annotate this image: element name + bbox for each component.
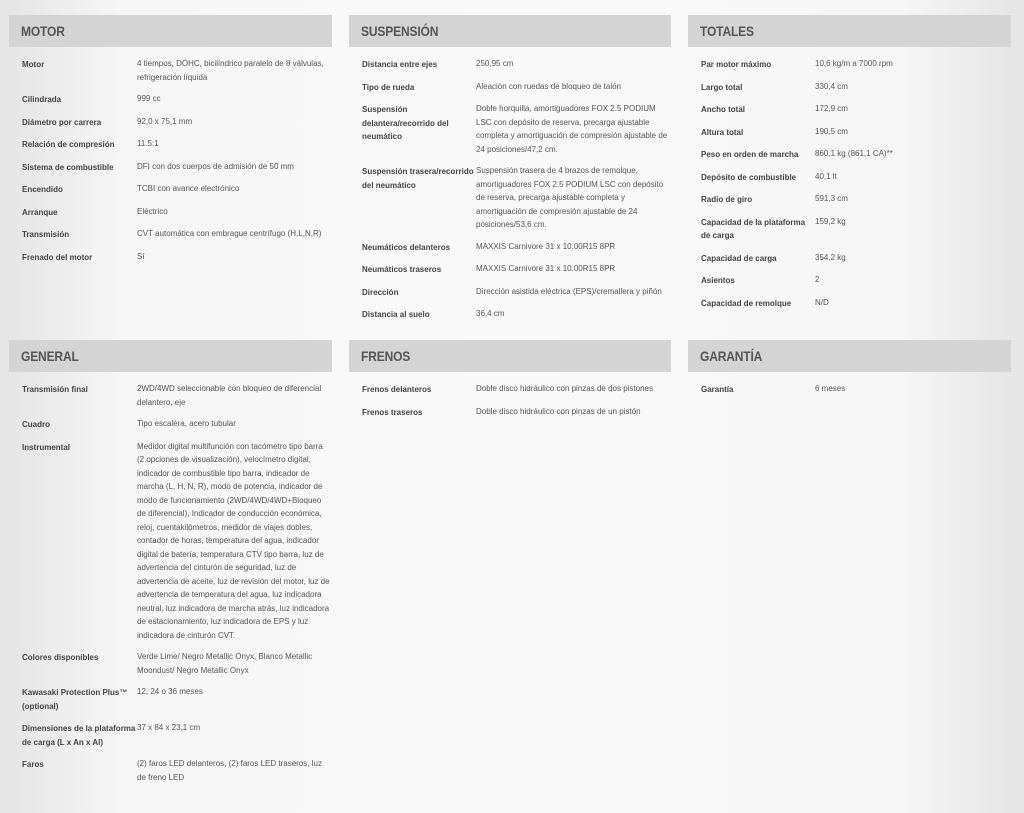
- spec-value: 6 meses: [815, 384, 846, 393]
- spec-row: [349, 240, 671, 255]
- section-suspension: [349, 15, 671, 330]
- spec-label: Frenado del motor: [22, 252, 93, 262]
- spec-row: [9, 685, 332, 713]
- spec-value: 12, 24 o 36 meses: [137, 687, 203, 696]
- spec-label: Instrumental: [22, 442, 71, 452]
- spec-value: 330,4 cm: [815, 81, 848, 91]
- spec-row: [349, 102, 671, 156]
- spec-label: Encendido: [22, 185, 63, 194]
- spec-label: Transmisión final: [22, 385, 88, 394]
- spec-value: DFI con dos cuerpos de admisión de 50 mm: [137, 161, 294, 171]
- spec-row: [9, 382, 332, 409]
- spec-value: 2WD/4WD seleccionable con bloqueo de diferencial delantero, eje: [137, 384, 322, 407]
- spec-label: Diámetro por carrera: [22, 117, 102, 127]
- spec-row: [9, 250, 332, 265]
- spec-row: [349, 285, 671, 300]
- spec-row: [349, 57, 671, 72]
- spec-value: 37 x 84 x 23,1 cm: [137, 723, 201, 732]
- spec-value: MAXXIS Carnivore 31 x 10.00R15 8PR: [476, 264, 616, 273]
- spec-value: 40,1 lt: [815, 171, 837, 181]
- spec-value: 11.5:1: [137, 139, 159, 148]
- section-header: [688, 15, 1011, 47]
- spec-row: [9, 160, 332, 175]
- spec-rows: [9, 47, 332, 264]
- spec-value: Sí: [137, 251, 145, 261]
- spec-rows: [349, 47, 671, 322]
- spec-row: [688, 296, 1011, 311]
- spec-row: [9, 721, 332, 749]
- section-title: TOTALES: [700, 23, 754, 39]
- spec-rows: [688, 372, 1011, 397]
- spec-label: Cuadro: [22, 420, 50, 429]
- spec-value: 92,0 x 75,1 mm: [137, 116, 193, 126]
- spec-value: 36,4 cm: [476, 309, 505, 318]
- spec-row: [688, 80, 1011, 95]
- spec-value: Eléctrico: [137, 206, 168, 216]
- spec-value: 172,9 cm: [815, 104, 848, 113]
- spec-value: Tipo escalera, acero tubular: [137, 419, 236, 428]
- spec-row: [9, 57, 332, 84]
- spec-row: [688, 192, 1011, 207]
- spec-value: TCBI con avance electrónico: [137, 184, 240, 193]
- spec-label: Distancia entre ejes: [362, 60, 438, 69]
- spec-row: [688, 215, 1011, 243]
- spec-row: [9, 92, 332, 107]
- spec-rows: [688, 47, 1011, 310]
- spec-label: Dirección: [362, 287, 399, 297]
- section-title: FRENOS: [361, 348, 411, 364]
- spec-value: 159,2 kg: [815, 216, 846, 226]
- spec-row: [349, 405, 671, 420]
- spec-row: [9, 650, 332, 677]
- spec-label: Neumáticos traseros: [362, 265, 442, 274]
- spec-label: Transmisión: [22, 230, 70, 239]
- spec-label: Relación de compresión: [22, 140, 115, 149]
- spec-row: [9, 137, 332, 152]
- spec-label: Frenos traseros: [362, 407, 423, 417]
- spec-value: 250,95 cm: [476, 59, 514, 68]
- spec-label: Depósito de combustible: [701, 172, 797, 182]
- spec-row: [688, 251, 1011, 266]
- spec-label: Arranque: [22, 207, 58, 217]
- spec-row: [688, 273, 1011, 288]
- spec-label: Kawasaki Protection Plus™ (optional): [22, 688, 128, 711]
- spec-row: [349, 262, 671, 277]
- spec-label: Distancia al suelo: [362, 310, 430, 319]
- spec-label: Capacidad de remolque: [701, 298, 792, 308]
- spec-row: [349, 307, 671, 322]
- spec-label: Ancho total: [701, 105, 745, 114]
- spec-rows: [9, 372, 332, 784]
- spec-row: [349, 382, 671, 397]
- spec-label: Asientos: [701, 276, 735, 285]
- spec-row: [9, 115, 332, 130]
- spec-value: 4 tiempos, DOHC, bicilíndrico paralelo de 8 válvulas, refrigeración líquida: [137, 59, 324, 82]
- spec-value: CVT automática con embrague centrífugo (H,L,N,R): [137, 229, 322, 238]
- spec-value: 999 cc: [137, 94, 161, 103]
- spec-label: Frenos delanteros: [362, 385, 432, 394]
- spec-label: Tipo de rueda: [362, 82, 415, 92]
- section-garantia: [688, 340, 1011, 405]
- spec-row: [9, 757, 332, 784]
- spec-row: [688, 57, 1011, 72]
- spec-row: [688, 125, 1011, 140]
- spec-value: Verde Lime/ Negro Metallic Onyx, Blanco Metallic Moondust/ Negro Metallic Onyx: [137, 652, 313, 675]
- spec-value: 190,5 cm: [815, 126, 848, 136]
- spec-label: Largo total: [701, 82, 743, 92]
- spec-label: Faros: [22, 760, 44, 769]
- spec-label: Neumáticos delanteros: [362, 242, 451, 252]
- spec-value: Medidor digital multifunción con tacómetro tipo barra (2 opciones de visualización), velocímetro digital, indicador de combustible tipo barra, indicador de marcha (L, H, N, R), modo de potencia, indicador de modo de funcionamiento (2WD/4WD/4WD+Bloqueo de diferencial), Indicador de conducción económica, reloj, cuentakilómetros, medidor de viajes dobles, contador de horas, temperatura del agua, indicador digital de batería, temperatura CTV tipo barra, luz de advertencia del cinturón de seguridad, luz de advertencia de aceite, luz de revisión del motor, luz de advertencia de temperatura del agua, luz indicadora neutral, luz indicadora de marcha atrás, luz indicadora de estacionamiento, luz indicadora de EPS y luz indicadora de cinturón CVT.: [137, 441, 330, 640]
- spec-row: [688, 170, 1011, 185]
- spec-rows: [349, 372, 671, 419]
- section-title: GENERAL: [21, 348, 79, 364]
- spec-row: [349, 164, 671, 232]
- spec-label: Altura total: [701, 127, 744, 137]
- spec-value: N/D: [815, 297, 829, 307]
- section-title: SUSPENSIÓN: [361, 23, 439, 39]
- spec-row: [9, 417, 332, 432]
- spec-value: Suspensión trasera de 4 brazos de remolque, amortiguadores FOX 2.5 PODIUM LSC con depósito de reserva, precarga ajustable completa y amortiguación de compresión ajustable de 24 posiciones/53,6 cm.: [476, 166, 664, 229]
- spec-value: Aleación con ruedas de bloqueo de talón: [476, 81, 621, 91]
- spec-value: 860,1 kg (861,1 CA)**: [815, 149, 893, 158]
- spec-label: Cilindrada: [22, 95, 62, 104]
- spec-value: Doble disco hidráulico con pinzas de un pistón: [476, 406, 641, 416]
- spec-row: [688, 102, 1011, 117]
- spec-row: [688, 382, 1011, 397]
- spec-value: 2: [815, 275, 820, 284]
- spec-label: Suspensión delantera/recorrido del neumático: [362, 105, 449, 141]
- spec-row: [688, 147, 1011, 162]
- spec-value: MAXXIS Carnivore 31 x 10.00R15 8PR: [476, 241, 616, 251]
- section-title: MOTOR: [21, 23, 65, 39]
- spec-label: Motor: [22, 60, 45, 69]
- section-title: GARANTÍA: [700, 348, 763, 364]
- spec-value: 591,3 cm: [815, 194, 848, 203]
- spec-label: Colores disponibles: [22, 653, 99, 662]
- spec-label: Capacidad de carga: [701, 253, 777, 263]
- spec-value: Dirección asistida eléctrica (EPS)/cremallera y piñón: [476, 286, 662, 296]
- section-motor: [9, 15, 332, 272]
- section-header: [9, 340, 332, 372]
- spec-row: [349, 80, 671, 95]
- spec-value: Doble horquilla, amortiguadores FOX 2.5 PODIUM LSC con depósito de reserva, precarga ajustable completa y amortiguación de compresión ajustable de 24 posiciones/47,2 cm.: [476, 104, 668, 154]
- spec-label: Peso en orden de marcha: [701, 150, 799, 159]
- spec-label: Dimensiones de la plataforma de carga (L x An x Al): [22, 724, 136, 747]
- section-header: [349, 340, 671, 372]
- section-header: [688, 340, 1011, 372]
- spec-label: Capacidad de la plataforma de carga: [701, 217, 806, 240]
- spec-value: 10,6 kg/m a 7000 rpm: [815, 59, 893, 68]
- spec-value: (2) faros LED delanteros, (2) faros LED traseros, luz de freno LED: [137, 759, 322, 782]
- spec-row: [9, 227, 332, 242]
- spec-value: Doble disco hidráulico con pinzas de dos pistones: [476, 384, 653, 393]
- spec-row: [9, 182, 332, 197]
- section-totales: [688, 15, 1011, 318]
- spec-label: Par motor máximo: [701, 60, 772, 69]
- spec-value: 354,2 kg: [815, 252, 846, 262]
- spec-label: Radio de giro: [701, 195, 753, 204]
- spec-label: Garantía: [701, 385, 734, 394]
- section-header: [9, 15, 332, 47]
- spec-label: Sistema de combustible: [22, 162, 114, 172]
- spec-label: Suspensión trasera/recorrido del neumático: [362, 167, 474, 190]
- spec-row: [9, 440, 332, 643]
- section-header: [349, 15, 671, 47]
- spec-row: [9, 205, 332, 220]
- section-general: [9, 340, 332, 792]
- section-frenos: [349, 340, 671, 427]
